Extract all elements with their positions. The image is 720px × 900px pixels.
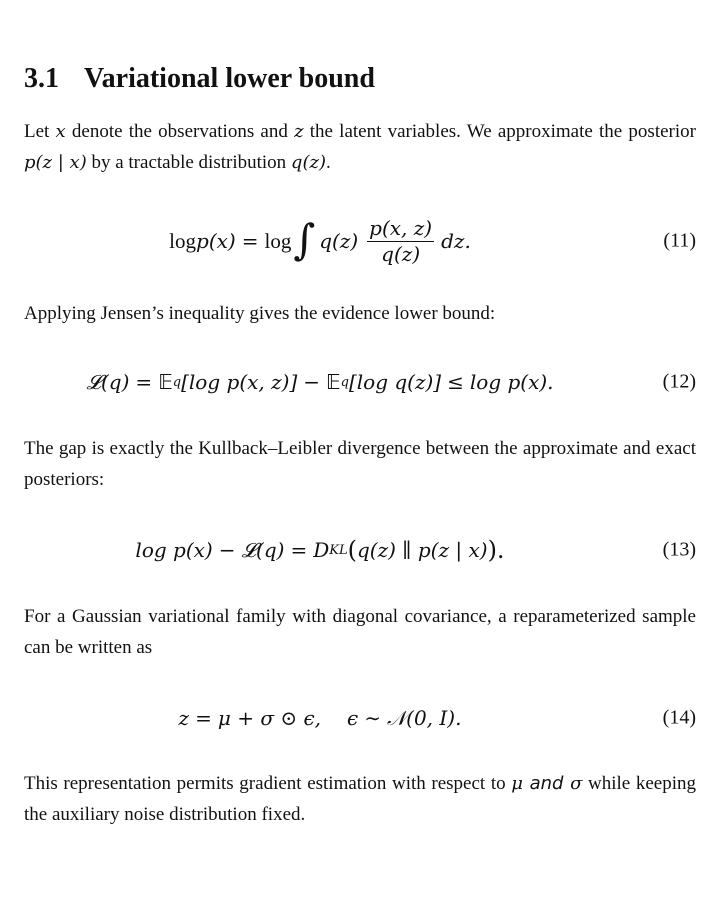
equals-sign: = xyxy=(135,370,153,394)
fraction xyxy=(367,216,434,267)
equation-14-body xyxy=(24,686,616,750)
equation-number: (13) xyxy=(662,538,696,561)
math-q-z: q(z) xyxy=(290,152,326,173)
paragraph-conjunction: and xyxy=(522,773,571,794)
paragraph-kl-gap: The gap is exactly the Kullback–Leibler divergence between the approximate and exact posteriors: xyxy=(24,438,696,490)
elbo-symbol: 𝓛(q) xyxy=(241,538,285,562)
expectation-subscript-q: q xyxy=(340,374,349,390)
math-log-evidence: log p(x) xyxy=(135,538,213,562)
kl-divergence-symbol: D xyxy=(313,538,330,562)
log-operator: log xyxy=(264,228,292,253)
expectation-symbol: 𝔼 xyxy=(158,370,173,394)
equation-13 xyxy=(24,518,696,582)
distributed-as-symbol: ∼ xyxy=(364,706,381,730)
expectation-subscript-q: q xyxy=(172,374,182,390)
equation-13-body xyxy=(24,518,616,582)
equation-11 xyxy=(24,206,696,276)
paragraph-gradient-estimation xyxy=(24,768,696,830)
section-title-text: Variational lower bound xyxy=(84,63,375,94)
paragraph-text: denote the observations and xyxy=(65,121,295,142)
math-sigma: σ xyxy=(570,773,583,794)
math-reparameterized-sample: μ + σ ⊙ ϵ, xyxy=(217,706,322,730)
close-parenthesis: ). xyxy=(487,536,505,564)
kl-subscript: KL xyxy=(329,542,348,558)
equation-number: (12) xyxy=(662,370,696,393)
math-log-q: [log q(z)] xyxy=(348,370,442,394)
math-argument-x: (x) xyxy=(208,229,236,253)
paragraph-text: Let xyxy=(24,121,56,142)
expectation-symbol: 𝔼 xyxy=(326,370,341,394)
equation-12 xyxy=(24,350,696,414)
integral-icon: ∫ xyxy=(293,215,316,264)
paragraph-text: while keeping the auxiliary noise distribution fixed. xyxy=(24,773,696,825)
equals-sign: = xyxy=(290,538,308,562)
gaussian-distribution: 𝒩(0, I). xyxy=(386,706,462,730)
section-title xyxy=(24,58,375,100)
equation-number: (14) xyxy=(662,706,696,729)
math-log-joint: [log p(x, z)] xyxy=(181,370,298,394)
math-log-evidence: log p(x). xyxy=(469,370,554,394)
math-posterior: p(z | x) xyxy=(24,152,87,173)
equation-number: (11) xyxy=(663,229,696,252)
fraction-denominator: q(z) xyxy=(381,241,421,266)
math-dz: dz. xyxy=(441,229,471,253)
math-kl-arguments: q(z) ∥ p(z | x) xyxy=(356,538,488,562)
section-number: 3.1 xyxy=(24,63,59,94)
minus-sign: − xyxy=(218,538,236,562)
equals-sign: = xyxy=(241,229,259,253)
paragraph-reparameterization: For a Gaussian variational family with diagonal covariance, a reparameterized sample can be written as xyxy=(24,606,696,658)
equation-14 xyxy=(24,686,696,750)
log-operator: log xyxy=(169,228,197,253)
paragraph-text: This representation permits gradient estimation with respect to xyxy=(24,773,512,794)
equals-sign: = xyxy=(195,706,212,730)
paragraph-text: . xyxy=(325,152,331,173)
paragraph-observations-latent-variables xyxy=(24,116,696,178)
fraction-numerator: p(x, z) xyxy=(369,215,433,240)
less-than-or-equal-sign: ≤ xyxy=(447,370,464,394)
math-mu: μ xyxy=(511,773,523,794)
elbo-symbol: 𝓛(q) xyxy=(86,370,130,394)
math-x: x xyxy=(55,121,66,142)
minus-sign: − xyxy=(303,370,321,394)
paragraph-jensen: Applying Jensen’s inequality gives the evidence lower bound: xyxy=(24,303,496,324)
paragraph-text: by a tractable distribution xyxy=(86,152,291,173)
math-q-z: q(z) xyxy=(319,229,359,253)
math-z: z xyxy=(178,706,190,730)
paragraph-text: the latent variables. We approximate the posterior xyxy=(303,121,696,142)
math-z: z xyxy=(294,121,304,142)
math-epsilon: ϵ xyxy=(347,706,359,730)
math-p: p xyxy=(196,229,209,253)
equation-11-body xyxy=(24,206,616,276)
open-parenthesis: ( xyxy=(347,536,357,564)
equation-12-body xyxy=(24,350,616,414)
